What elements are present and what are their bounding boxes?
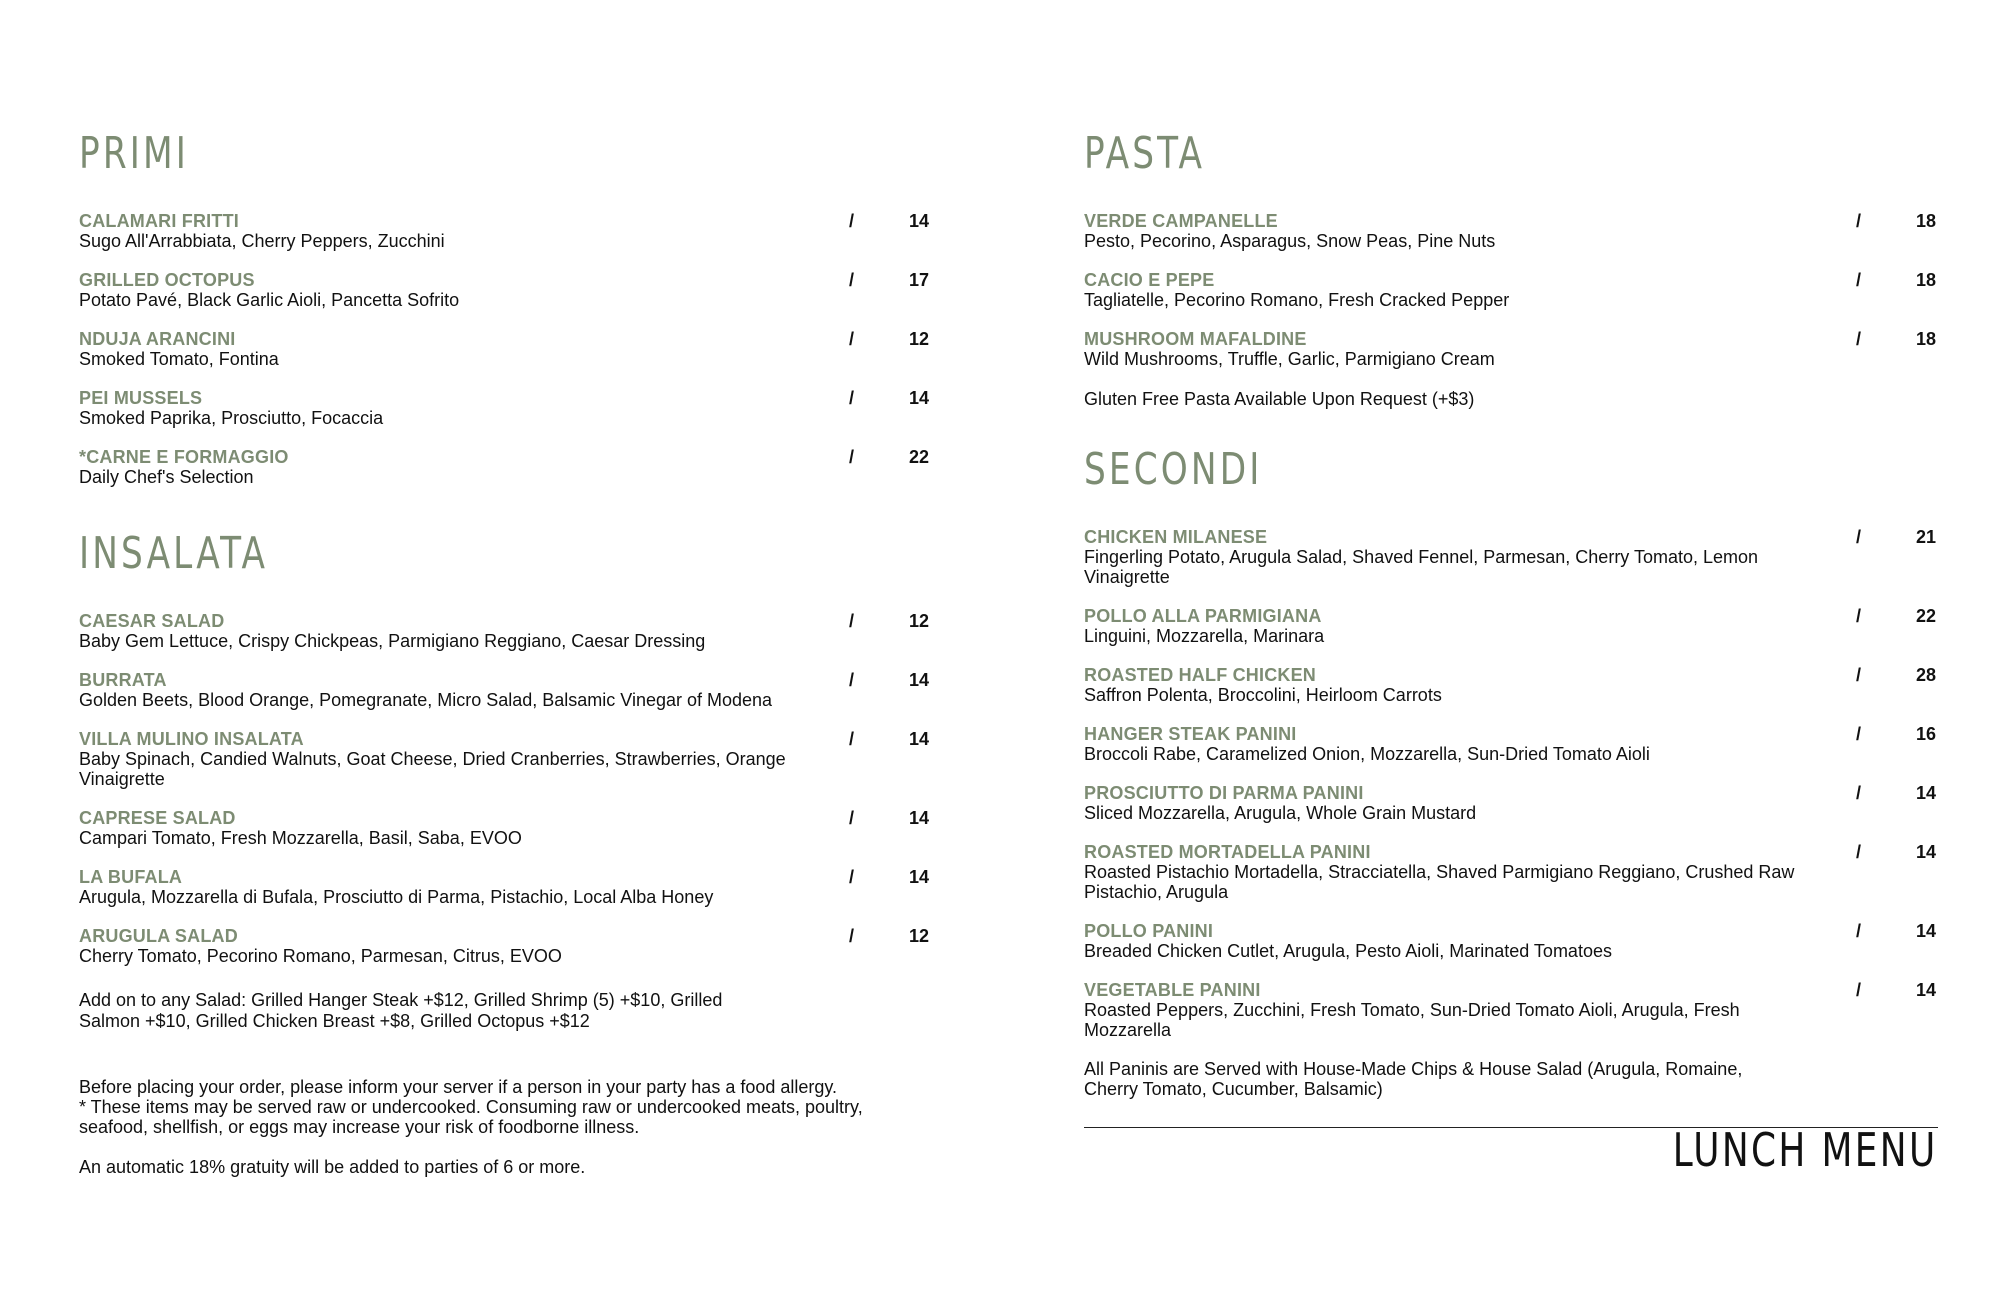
menu-item-name: NDUJA ARANCINI [79,329,236,349]
menu-item-description: Breaded Chicken Cutlet, Arugula, Pesto Aioli, Marinated Tomatoes [1084,941,1612,961]
menu-item [79,611,931,651]
menu-item [79,729,931,789]
menu-item-description: Pesto, Pecorino, Asparagus, Snow Peas, Pine Nuts [1084,231,1496,251]
menu-item-description: Daily Chef's Selection [79,467,254,487]
panini-note: All Paninis are Served with House-Made Chips & House Salad (Arugula, Romaine, Cherry Tomato, Cucumber, Balsamic) [1084,1059,1743,1099]
menu-item-price: 14 [1915,783,1936,803]
price-separator: / [1856,980,1862,1000]
menu-item [1084,270,1938,310]
menu-item [79,388,931,428]
menu-item-description: Smoked Paprika, Prosciutto, Focaccia [79,408,384,428]
menu-item-description: Potato Pavé, Black Garlic Aioli, Pancetta Sofrito [79,290,460,310]
menu-item-price: 14 [908,211,929,231]
menu-item-price: 14 [908,808,929,828]
gluten-free-note-block [1084,389,1914,409]
price-separator: / [849,447,855,467]
price-separator: / [1856,842,1862,862]
menu-item-name: ROASTED HALF CHICKEN [1084,665,1316,685]
menu-item-name: HANGER STEAK PANINI [1084,724,1297,744]
menu-item [1084,329,1938,369]
price-separator: / [849,926,855,946]
menu-item-description: Golden Beets, Blood Orange, Pomegranate, Micro Salad, Balsamic Vinegar of Modena [79,690,773,710]
menu-item-price: 14 [1915,842,1936,862]
menu-item-price: 18 [1915,270,1936,290]
menu-item-description: Roasted Pistachio Mortadella, Stracciatella, Shaved Parmigiano Reggiano, Crushed Raw Pistachio, Arugula [1084,862,1795,902]
menu-item-description: Baby Spinach, Candied Walnuts, Goat Cheese, Dried Cranberries, Strawberries, Orange Vinaigrette [79,749,786,789]
menu-item-name: CACIO E PEPE [1084,270,1215,290]
price-separator: / [1856,527,1862,547]
menu-item-price: 16 [1915,724,1936,744]
menu-item [1084,921,1938,961]
menu-item-price: 14 [908,388,929,408]
menu-item-description: Sliced Mozzarella, Arugula, Whole Grain Mustard [1084,803,1477,823]
menu-item-price: 14 [908,867,929,887]
price-separator: / [849,670,855,690]
insalata-list [79,611,931,985]
menu-item [1084,842,1938,902]
menu-item-description: Sugo All'Arrabbiata, Cherry Peppers, Zucchini [79,231,445,251]
menu-item [1084,211,1938,251]
menu-item-price: 12 [908,611,929,631]
menu-item [79,670,931,710]
menu-item-name: CAPRESE SALAD [79,808,236,828]
menu-item-price: 21 [1915,527,1936,547]
menu-item [1084,665,1938,705]
menu-item-description: Baby Gem Lettuce, Crispy Chickpeas, Parmigiano Reggiano, Caesar Dressing [79,631,706,651]
menu-item-name: ROASTED MORTADELLA PANINI [1084,842,1371,862]
menu-item-description: Fingerling Potato, Arugula Salad, Shaved Fennel, Parmesan, Cherry Tomato, Lemon Vinaigrette [1084,547,1759,587]
menu-item [79,867,931,907]
menu-item [1084,724,1938,764]
menu-item-name: VERDE CAMPANELLE [1084,211,1278,231]
price-separator: / [849,808,855,828]
price-separator: / [849,729,855,749]
menu-item-price: 12 [908,329,929,349]
menu-item-name: ARUGULA SALAD [79,926,238,946]
menu-item-name: POLLO ALLA PARMIGIANA [1084,606,1322,626]
price-separator: / [1856,270,1862,290]
price-separator: / [849,611,855,631]
menu-item-name: CHICKEN MILANESE [1084,527,1268,547]
price-separator: / [849,329,855,349]
price-separator: / [849,211,855,231]
menu-item-description: Roasted Peppers, Zucchini, Fresh Tomato, Sun-Dried Tomato Aioli, Arugula, Fresh Mozzarella [1084,1000,1740,1040]
price-separator: / [1856,606,1862,626]
price-separator: / [1856,211,1862,231]
primi-list [79,211,931,506]
menu-item-price: 14 [908,670,929,690]
menu-item-description: Cherry Tomato, Pecorino Romano, Parmesan, Citrus, EVOO [79,946,562,966]
menu-item-price: 14 [908,729,929,749]
menu-item-description: Smoked Tomato, Fontina [79,349,279,369]
menu-item [79,329,931,369]
price-separator: / [1856,724,1862,744]
price-separator: / [1856,783,1862,803]
menu-item-name: GRILLED OCTOPUS [79,270,255,290]
price-separator: / [849,270,855,290]
menu-item [79,447,931,487]
menu-item-price: 14 [1915,921,1936,941]
menu-item-price: 22 [1915,606,1936,626]
menu-item [1084,527,1938,587]
price-separator: / [849,867,855,887]
menu-item-description: Broccoli Rabe, Caramelized Onion, Mozzarella, Sun-Dried Tomato Aioli [1084,744,1650,764]
menu-item-description: Saffron Polenta, Broccolini, Heirloom Carrots [1084,685,1442,705]
price-separator: / [1856,921,1862,941]
menu-item [79,211,931,251]
price-separator: / [1856,329,1862,349]
menu-item-price: 14 [1915,980,1936,1000]
menu-item [1084,606,1938,646]
menu-item-name: POLLO PANINI [1084,921,1214,941]
lunch-menu-title: LUNCH MENU [1673,1123,1938,1177]
menu-item-name: LA BUFALA [79,867,183,887]
menu-item-description: Campari Tomato, Fresh Mozzarella, Basil, Saba, EVOO [79,828,522,848]
gluten-free-note: Gluten Free Pasta Available Upon Request (+$3) [1084,389,1475,409]
price-separator: / [1856,665,1862,685]
raw-food-note: * These items may be served raw or undercooked. Consuming raw or undercooked meats, poultry, seafood, shellfish, or eggs may increase your risk of foodborne illness. [79,1097,863,1137]
menu-item-name: PROSCIUTTO DI PARMA PANINI [1084,783,1364,803]
menu-item-name: CAESAR SALAD [79,611,225,631]
menu-item-name: CALAMARI FRITTI [79,211,239,231]
menu-item-price: 12 [908,926,929,946]
menu-item-name: *CARNE E FORMAGGIO [79,447,289,467]
menu-item-name: PEI MUSSELS [79,388,203,408]
pasta-list [1084,211,1938,388]
menu-item-price: 17 [908,270,929,290]
salad-addon-note: Add on to any Salad: Grilled Hanger Steak +$12, Grilled Shrimp (5) +$10, Grilled Salmon +$10, Grilled Chicken Breast +$8, Grilled Octopus +$12 [79,990,723,1031]
menu-item-name: VEGETABLE PANINI [1084,980,1261,1000]
secondi-list [1084,527,1938,1059]
menu-item [1084,783,1938,823]
menu-item-name: MUSHROOM MAFALDINE [1084,329,1307,349]
menu-item-price: 22 [908,447,929,467]
menu-item [1084,980,1938,1040]
gratuity-note-block [79,1157,909,1177]
section-title-primi: PRIMI [79,128,190,179]
panini-note-block [1084,1059,1784,1099]
menu-item-price: 28 [1915,665,1936,685]
section-title-secondi: SECONDI [1084,444,1263,495]
menu-item-name: BURRATA [79,670,167,690]
menu-item-name: VILLA MULINO INSALATA [79,729,304,749]
section-title-insalata: INSALATA [79,528,269,579]
menu-item-price: 18 [1915,329,1936,349]
menu-item-description: Arugula, Mozzarella di Bufala, Prosciutto di Parma, Pistachio, Local Alba Honey [79,887,714,907]
menu-item-description: Tagliatelle, Pecorino Romano, Fresh Cracked Pepper [1084,290,1510,310]
allergy-note: Before placing your order, please inform your server if a person in your party has a food allergy. [79,1077,838,1097]
menu-item [79,270,931,310]
menu-item-description: Linguini, Mozzarella, Marinara [1084,626,1325,646]
menu-item [79,808,931,848]
menu-item-description: Wild Mushrooms, Truffle, Garlic, Parmigiano Cream [1084,349,1495,369]
price-separator: / [849,388,855,408]
menu-item [79,926,931,966]
menu-item-price: 18 [1915,211,1936,231]
section-title-pasta: PASTA [1084,128,1206,179]
gratuity-note: An automatic 18% gratuity will be added to parties of 6 or more. [79,1157,586,1177]
allergy-notes [79,1077,909,1137]
